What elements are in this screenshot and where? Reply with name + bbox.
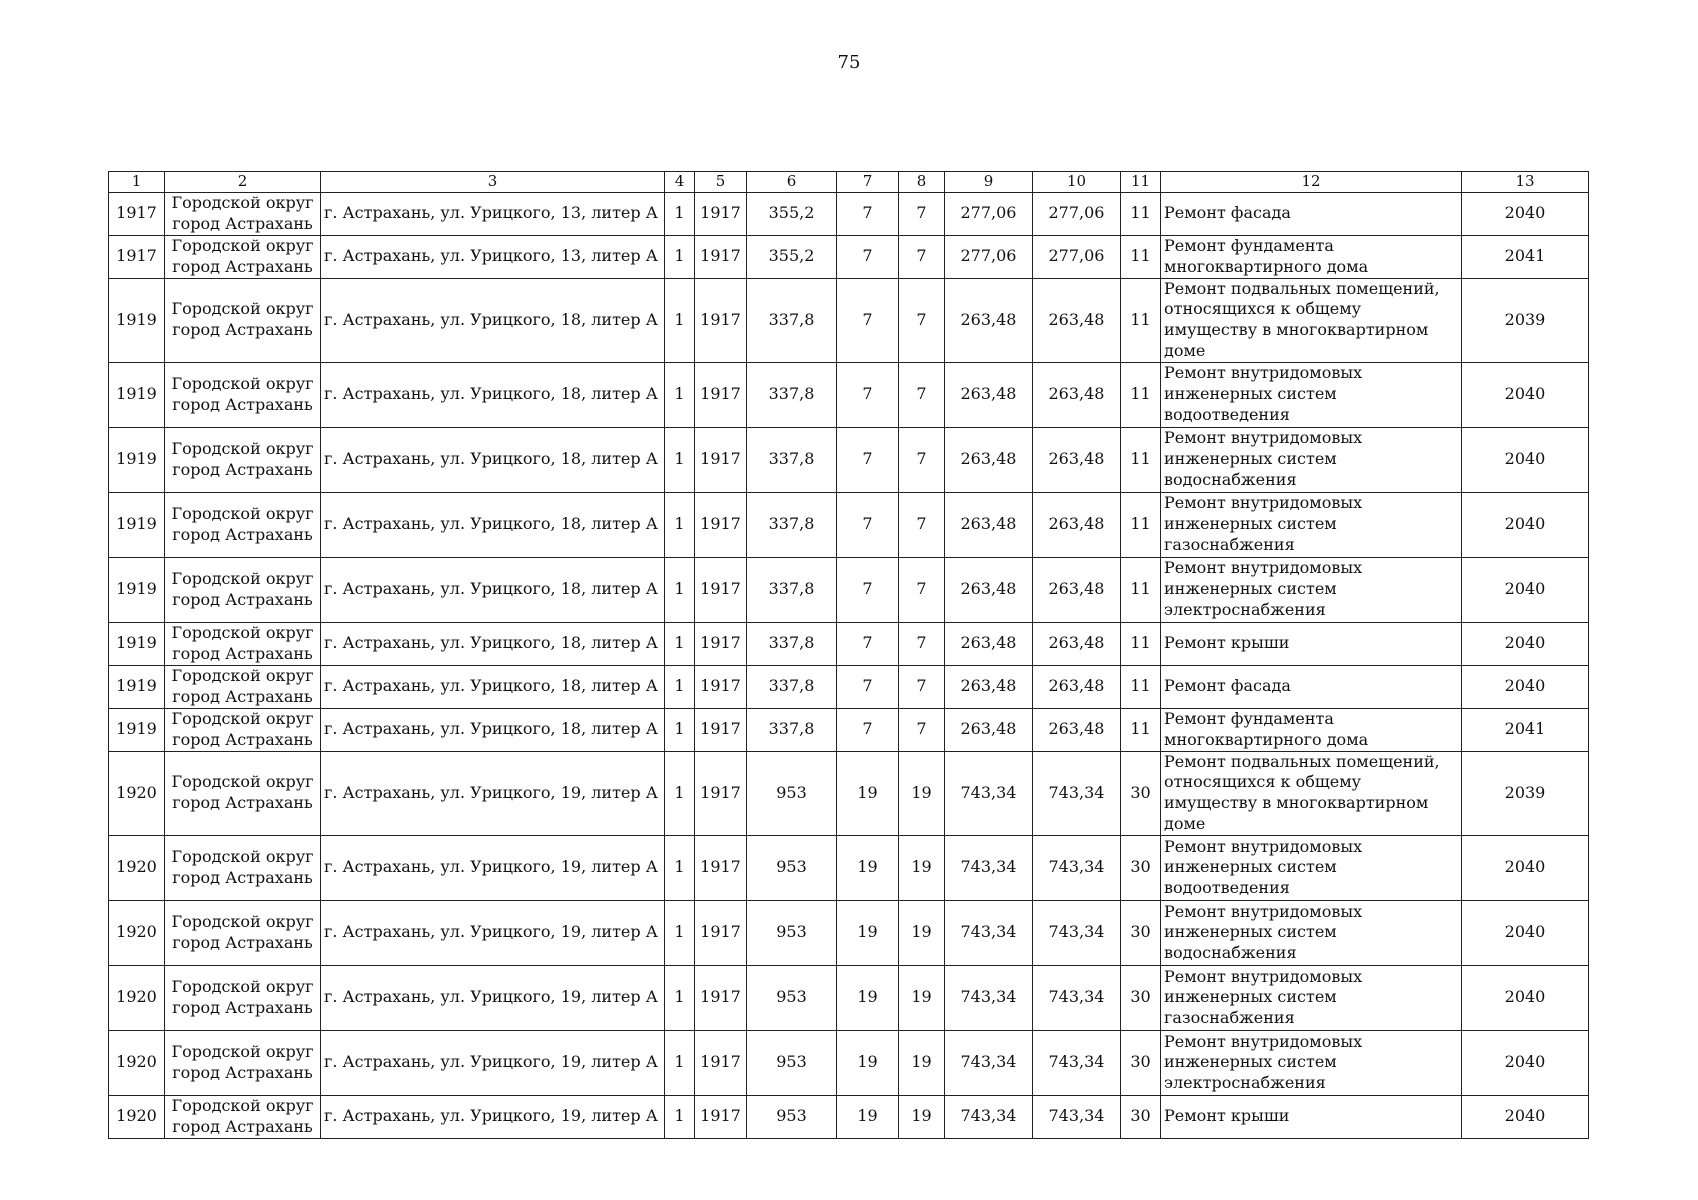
col4-cell: 1 <box>665 192 695 235</box>
work-type-cell: Ремонт фасада <box>1161 192 1462 235</box>
col8-cell: 7 <box>899 708 945 751</box>
planned-year-cell: 2040 <box>1462 362 1589 427</box>
planned-year-cell: 2040 <box>1462 1095 1589 1138</box>
col8-cell: 19 <box>899 1030 945 1095</box>
address-cell: г. Астрахань, ул. Урицкого, 18, литер А <box>321 427 665 492</box>
col11-cell: 11 <box>1121 622 1161 665</box>
column-header: 7 <box>837 172 899 193</box>
municipality-cell: Городской округ город Астрахань <box>165 665 321 708</box>
column-header: 4 <box>665 172 695 193</box>
area-cell: 337,8 <box>747 665 837 708</box>
table-row <box>109 192 1589 235</box>
area-cell: 337,8 <box>747 622 837 665</box>
col10-cell: 263,48 <box>1033 708 1121 751</box>
col11-cell: 11 <box>1121 557 1161 622</box>
col9-cell: 263,48 <box>945 665 1033 708</box>
record-number: 1920 <box>109 965 165 1030</box>
col8-cell: 19 <box>899 835 945 900</box>
planned-year-cell: 2039 <box>1462 278 1589 362</box>
col4-cell: 1 <box>665 362 695 427</box>
year-cell: 1917 <box>695 751 747 835</box>
table-body <box>109 192 1589 1138</box>
work-type-cell: Ремонт крыши <box>1161 622 1462 665</box>
col9-cell: 277,06 <box>945 235 1033 278</box>
record-number: 1917 <box>109 192 165 235</box>
col7-cell: 7 <box>837 708 899 751</box>
address-cell: г. Астрахань, ул. Урицкого, 19, литер А <box>321 835 665 900</box>
work-type-cell: Ремонт крыши <box>1161 1095 1462 1138</box>
municipality-cell: Городской округ город Астрахань <box>165 492 321 557</box>
col10-cell: 263,48 <box>1033 622 1121 665</box>
year-cell: 1917 <box>695 835 747 900</box>
col10-cell: 263,48 <box>1033 362 1121 427</box>
col10-cell: 263,48 <box>1033 665 1121 708</box>
planned-year-cell: 2040 <box>1462 965 1589 1030</box>
table-row <box>109 835 1589 900</box>
planned-year-cell: 2040 <box>1462 492 1589 557</box>
col4-cell: 1 <box>665 235 695 278</box>
work-type-cell: Ремонт внутридомовых инженерных систем газоснабжения <box>1161 965 1462 1030</box>
col7-cell: 19 <box>837 835 899 900</box>
col8-cell: 7 <box>899 492 945 557</box>
col7-cell: 19 <box>837 900 899 965</box>
col7-cell: 7 <box>837 278 899 362</box>
col7-cell: 19 <box>837 965 899 1030</box>
col9-cell: 263,48 <box>945 278 1033 362</box>
planned-year-cell: 2040 <box>1462 427 1589 492</box>
col10-cell: 263,48 <box>1033 427 1121 492</box>
planned-year-cell: 2040 <box>1462 1030 1589 1095</box>
col9-cell: 743,34 <box>945 751 1033 835</box>
col7-cell: 7 <box>837 492 899 557</box>
col8-cell: 19 <box>899 900 945 965</box>
column-header: 10 <box>1033 172 1121 193</box>
col11-cell: 30 <box>1121 965 1161 1030</box>
table-row <box>109 235 1589 278</box>
col4-cell: 1 <box>665 427 695 492</box>
work-type-cell: Ремонт внутридомовых инженерных систем водоснабжения <box>1161 900 1462 965</box>
address-cell: г. Астрахань, ул. Урицкого, 18, литер А <box>321 665 665 708</box>
table-row <box>109 1095 1589 1138</box>
work-type-cell: Ремонт внутридомовых инженерных систем электроснабжения <box>1161 1030 1462 1095</box>
header-row <box>109 172 1589 193</box>
col7-cell: 19 <box>837 1095 899 1138</box>
col9-cell: 277,06 <box>945 192 1033 235</box>
municipality-cell: Городской округ город Астрахань <box>165 622 321 665</box>
column-header: 8 <box>899 172 945 193</box>
column-header: 9 <box>945 172 1033 193</box>
record-number: 1920 <box>109 835 165 900</box>
col10-cell: 743,34 <box>1033 1095 1121 1138</box>
column-header: 2 <box>165 172 321 193</box>
address-cell: г. Астрахань, ул. Урицкого, 18, литер А <box>321 492 665 557</box>
col7-cell: 7 <box>837 622 899 665</box>
col4-cell: 1 <box>665 965 695 1030</box>
col10-cell: 263,48 <box>1033 492 1121 557</box>
col4-cell: 1 <box>665 708 695 751</box>
address-cell: г. Астрахань, ул. Урицкого, 19, литер А <box>321 965 665 1030</box>
area-cell: 337,8 <box>747 708 837 751</box>
record-number: 1919 <box>109 362 165 427</box>
municipality-cell: Городской округ город Астрахань <box>165 965 321 1030</box>
column-header: 13 <box>1462 172 1589 193</box>
col11-cell: 30 <box>1121 1030 1161 1095</box>
work-type-cell: Ремонт внутридомовых инженерных систем водоотведения <box>1161 835 1462 900</box>
col4-cell: 1 <box>665 557 695 622</box>
work-type-cell: Ремонт внутридомовых инженерных систем водоотведения <box>1161 362 1462 427</box>
year-cell: 1917 <box>695 708 747 751</box>
municipality-cell: Городской округ город Астрахань <box>165 192 321 235</box>
col10-cell: 743,34 <box>1033 965 1121 1030</box>
col10-cell: 743,34 <box>1033 835 1121 900</box>
col9-cell: 743,34 <box>945 965 1033 1030</box>
year-cell: 1917 <box>695 278 747 362</box>
col7-cell: 7 <box>837 362 899 427</box>
municipality-cell: Городской округ город Астрахань <box>165 557 321 622</box>
col9-cell: 263,48 <box>945 708 1033 751</box>
col11-cell: 30 <box>1121 751 1161 835</box>
municipality-cell: Городской округ город Астрахань <box>165 1095 321 1138</box>
municipality-cell: Городской округ город Астрахань <box>165 1030 321 1095</box>
planned-year-cell: 2040 <box>1462 192 1589 235</box>
address-cell: г. Астрахань, ул. Урицкого, 18, литер А <box>321 708 665 751</box>
area-cell: 337,8 <box>747 557 837 622</box>
col11-cell: 11 <box>1121 235 1161 278</box>
year-cell: 1917 <box>695 362 747 427</box>
planned-year-cell: 2041 <box>1462 708 1589 751</box>
area-cell: 337,8 <box>747 427 837 492</box>
table-row <box>109 278 1589 362</box>
col7-cell: 7 <box>837 665 899 708</box>
col4-cell: 1 <box>665 492 695 557</box>
col8-cell: 19 <box>899 965 945 1030</box>
col8-cell: 7 <box>899 427 945 492</box>
registry-table <box>108 171 1589 1139</box>
address-cell: г. Астрахань, ул. Урицкого, 18, литер А <box>321 278 665 362</box>
col9-cell: 263,48 <box>945 362 1033 427</box>
column-header: 1 <box>109 172 165 193</box>
year-cell: 1917 <box>695 192 747 235</box>
col7-cell: 7 <box>837 192 899 235</box>
col8-cell: 7 <box>899 622 945 665</box>
year-cell: 1917 <box>695 492 747 557</box>
table-row <box>109 622 1589 665</box>
col4-cell: 1 <box>665 1095 695 1138</box>
col7-cell: 19 <box>837 751 899 835</box>
col10-cell: 743,34 <box>1033 1030 1121 1095</box>
col10-cell: 263,48 <box>1033 557 1121 622</box>
year-cell: 1917 <box>695 1095 747 1138</box>
col8-cell: 19 <box>899 1095 945 1138</box>
table-row <box>109 427 1589 492</box>
municipality-cell: Городской округ город Астрахань <box>165 362 321 427</box>
area-cell: 953 <box>747 835 837 900</box>
planned-year-cell: 2040 <box>1462 557 1589 622</box>
address-cell: г. Астрахань, ул. Урицкого, 13, литер А <box>321 235 665 278</box>
record-number: 1919 <box>109 557 165 622</box>
area-cell: 355,2 <box>747 192 837 235</box>
table-row <box>109 900 1589 965</box>
work-type-cell: Ремонт внутридомовых инженерных систем газоснабжения <box>1161 492 1462 557</box>
record-number: 1920 <box>109 1030 165 1095</box>
year-cell: 1917 <box>695 900 747 965</box>
area-cell: 337,8 <box>747 278 837 362</box>
column-header: 5 <box>695 172 747 193</box>
work-type-cell: Ремонт фундамента многоквартирного дома <box>1161 708 1462 751</box>
address-cell: г. Астрахань, ул. Урицкого, 18, литер А <box>321 557 665 622</box>
col9-cell: 743,34 <box>945 1030 1033 1095</box>
record-number: 1919 <box>109 427 165 492</box>
municipality-cell: Городской округ город Астрахань <box>165 708 321 751</box>
address-cell: г. Астрахань, ул. Урицкого, 19, литер А <box>321 1030 665 1095</box>
year-cell: 1917 <box>695 665 747 708</box>
area-cell: 953 <box>747 751 837 835</box>
record-number: 1917 <box>109 235 165 278</box>
municipality-cell: Городской округ город Астрахань <box>165 235 321 278</box>
planned-year-cell: 2041 <box>1462 235 1589 278</box>
year-cell: 1917 <box>695 235 747 278</box>
planned-year-cell: 2040 <box>1462 900 1589 965</box>
year-cell: 1917 <box>695 622 747 665</box>
page-number: 75 <box>837 52 861 73</box>
work-type-cell: Ремонт подвальных помещений, относящихся к общему имуществу в многоквартирном доме <box>1161 278 1462 362</box>
col4-cell: 1 <box>665 835 695 900</box>
col9-cell: 263,48 <box>945 427 1033 492</box>
col11-cell: 11 <box>1121 427 1161 492</box>
col8-cell: 7 <box>899 278 945 362</box>
table-row <box>109 557 1589 622</box>
planned-year-cell: 2040 <box>1462 835 1589 900</box>
year-cell: 1917 <box>695 427 747 492</box>
address-cell: г. Астрахань, ул. Урицкого, 19, литер А <box>321 751 665 835</box>
col7-cell: 7 <box>837 235 899 278</box>
col11-cell: 11 <box>1121 192 1161 235</box>
area-cell: 953 <box>747 1095 837 1138</box>
table-row <box>109 751 1589 835</box>
column-header: 6 <box>747 172 837 193</box>
municipality-cell: Городской округ город Астрахань <box>165 278 321 362</box>
area-cell: 953 <box>747 900 837 965</box>
col11-cell: 11 <box>1121 362 1161 427</box>
col11-cell: 30 <box>1121 835 1161 900</box>
col10-cell: 743,34 <box>1033 900 1121 965</box>
table-row <box>109 1030 1589 1095</box>
record-number: 1920 <box>109 1095 165 1138</box>
municipality-cell: Городской округ город Астрахань <box>165 835 321 900</box>
col7-cell: 7 <box>837 427 899 492</box>
municipality-cell: Городской округ город Астрахань <box>165 900 321 965</box>
column-numbers-header <box>109 172 1589 193</box>
col8-cell: 7 <box>899 362 945 427</box>
work-type-cell: Ремонт фундамента многоквартирного дома <box>1161 235 1462 278</box>
col4-cell: 1 <box>665 900 695 965</box>
address-cell: г. Астрахань, ул. Урицкого, 13, литер А <box>321 192 665 235</box>
planned-year-cell: 2039 <box>1462 751 1589 835</box>
col11-cell: 11 <box>1121 708 1161 751</box>
record-number: 1920 <box>109 751 165 835</box>
column-header: 11 <box>1121 172 1161 193</box>
col7-cell: 19 <box>837 1030 899 1095</box>
area-cell: 337,8 <box>747 362 837 427</box>
municipality-cell: Городской округ город Астрахань <box>165 427 321 492</box>
col4-cell: 1 <box>665 751 695 835</box>
col8-cell: 7 <box>899 665 945 708</box>
col4-cell: 1 <box>665 665 695 708</box>
area-cell: 953 <box>747 1030 837 1095</box>
area-cell: 953 <box>747 965 837 1030</box>
col8-cell: 7 <box>899 235 945 278</box>
col10-cell: 743,34 <box>1033 751 1121 835</box>
col10-cell: 277,06 <box>1033 235 1121 278</box>
record-number: 1919 <box>109 665 165 708</box>
col4-cell: 1 <box>665 622 695 665</box>
work-type-cell: Ремонт фасада <box>1161 665 1462 708</box>
work-type-cell: Ремонт подвальных помещений, относящихся к общему имуществу в многоквартирном доме <box>1161 751 1462 835</box>
planned-year-cell: 2040 <box>1462 665 1589 708</box>
col11-cell: 30 <box>1121 1095 1161 1138</box>
table-row <box>109 362 1589 427</box>
record-number: 1919 <box>109 622 165 665</box>
col9-cell: 263,48 <box>945 492 1033 557</box>
record-number: 1919 <box>109 492 165 557</box>
municipality-cell: Городской округ город Астрахань <box>165 751 321 835</box>
col11-cell: 11 <box>1121 492 1161 557</box>
col9-cell: 743,34 <box>945 835 1033 900</box>
table-row <box>109 665 1589 708</box>
col7-cell: 7 <box>837 557 899 622</box>
address-cell: г. Астрахань, ул. Урицкого, 19, литер А <box>321 900 665 965</box>
col4-cell: 1 <box>665 278 695 362</box>
col8-cell: 7 <box>899 557 945 622</box>
col8-cell: 7 <box>899 192 945 235</box>
planned-year-cell: 2040 <box>1462 622 1589 665</box>
work-type-cell: Ремонт внутридомовых инженерных систем водоснабжения <box>1161 427 1462 492</box>
col4-cell: 1 <box>665 1030 695 1095</box>
address-cell: г. Астрахань, ул. Урицкого, 18, литер А <box>321 622 665 665</box>
col9-cell: 743,34 <box>945 900 1033 965</box>
area-cell: 355,2 <box>747 235 837 278</box>
year-cell: 1917 <box>695 557 747 622</box>
col8-cell: 19 <box>899 751 945 835</box>
table-row <box>109 708 1589 751</box>
col9-cell: 263,48 <box>945 622 1033 665</box>
area-cell: 337,8 <box>747 492 837 557</box>
year-cell: 1917 <box>695 1030 747 1095</box>
year-cell: 1917 <box>695 965 747 1030</box>
col9-cell: 743,34 <box>945 1095 1033 1138</box>
work-type-cell: Ремонт внутридомовых инженерных систем электроснабжения <box>1161 557 1462 622</box>
table-row <box>109 492 1589 557</box>
column-header: 12 <box>1161 172 1462 193</box>
column-header: 3 <box>321 172 665 193</box>
col11-cell: 11 <box>1121 665 1161 708</box>
address-cell: г. Астрахань, ул. Урицкого, 19, литер А <box>321 1095 665 1138</box>
col9-cell: 263,48 <box>945 557 1033 622</box>
col11-cell: 30 <box>1121 900 1161 965</box>
table-row <box>109 965 1589 1030</box>
col10-cell: 277,06 <box>1033 192 1121 235</box>
col10-cell: 263,48 <box>1033 278 1121 362</box>
address-cell: г. Астрахань, ул. Урицкого, 18, литер А <box>321 362 665 427</box>
record-number: 1920 <box>109 900 165 965</box>
col11-cell: 11 <box>1121 278 1161 362</box>
record-number: 1919 <box>109 708 165 751</box>
record-number: 1919 <box>109 278 165 362</box>
